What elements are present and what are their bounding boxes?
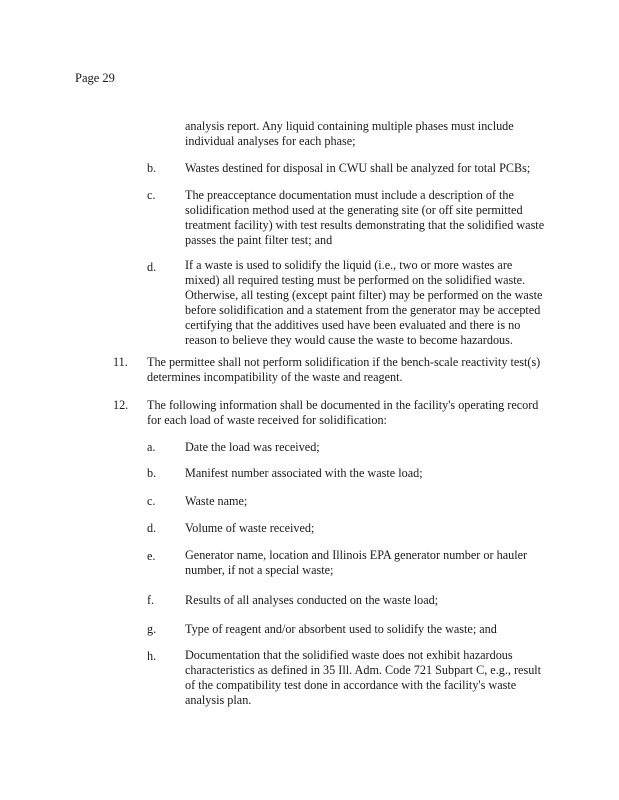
item-label: g. xyxy=(147,622,157,636)
item-label: f. xyxy=(147,593,155,607)
item-label: c. xyxy=(147,188,156,202)
item-text: The permittee shall not perform solidification if the bench-scale reactivity test(s) determines incompatibility of the waste and reagent. xyxy=(147,355,541,384)
continuation-text: analysis report. Any liquid containing multiple phases must include individual analyses for each phase; xyxy=(185,119,514,148)
item-text: Waste name; xyxy=(185,494,248,508)
item-text: Documentation that the solidified waste does not exhibit hazardous characteristics as defined in 35 Ill. Adm. Code 721 Subpart C, e.g., result of the compatibility test done in accordance with the facility's waste analysis plan. xyxy=(185,648,542,707)
item-text: Date the load was received; xyxy=(185,440,320,454)
item-label: b. xyxy=(147,161,157,175)
page-number: Page 29 xyxy=(75,71,115,85)
item-text: Generator name, location and Illinois EPA generator number or hauler number, if not a special waste; xyxy=(185,548,528,577)
item-label: e. xyxy=(147,549,156,563)
item-text: The preacceptance documentation must include a description of the solidification method used at the generating site (or off site permitted treatment facility) with test results demonstrating that the solidified waste passes the paint filter test; and xyxy=(185,188,545,247)
item-label: h. xyxy=(147,649,157,663)
item-label: 11. xyxy=(113,355,128,369)
item-text: Wastes destined for disposal in CWU shall be analyzed for total PCBs; xyxy=(185,161,531,175)
item-label: d. xyxy=(147,260,157,274)
item-text: The following information shall be documented in the facility's operating record for each load of waste received for solidification: xyxy=(147,398,539,427)
item-label: a. xyxy=(147,440,156,454)
item-text: Results of all analyses conducted on the waste load; xyxy=(185,593,439,607)
item-text: If a waste is used to solidify the liquid (i.e., two or more wastes are mixed) all required testing must be performed on the solidified waste. Otherwise, all testing (except paint filter) may be performed on the waste before solidification and a statement from the generator may be accepted certifying that the additives used have been evaluated and there is no reason to believe they would cause the waste to become hazardous. xyxy=(185,258,543,347)
item-label: b. xyxy=(147,466,157,480)
item-text: Type of reagent and/or absorbent used to solidify the waste; and xyxy=(185,622,497,636)
item-text: Manifest number associated with the waste load; xyxy=(185,466,423,480)
item-label: 12. xyxy=(113,398,129,412)
item-label: d. xyxy=(147,521,157,535)
item-text: Volume of waste received; xyxy=(185,521,315,535)
item-label: c. xyxy=(147,494,156,508)
